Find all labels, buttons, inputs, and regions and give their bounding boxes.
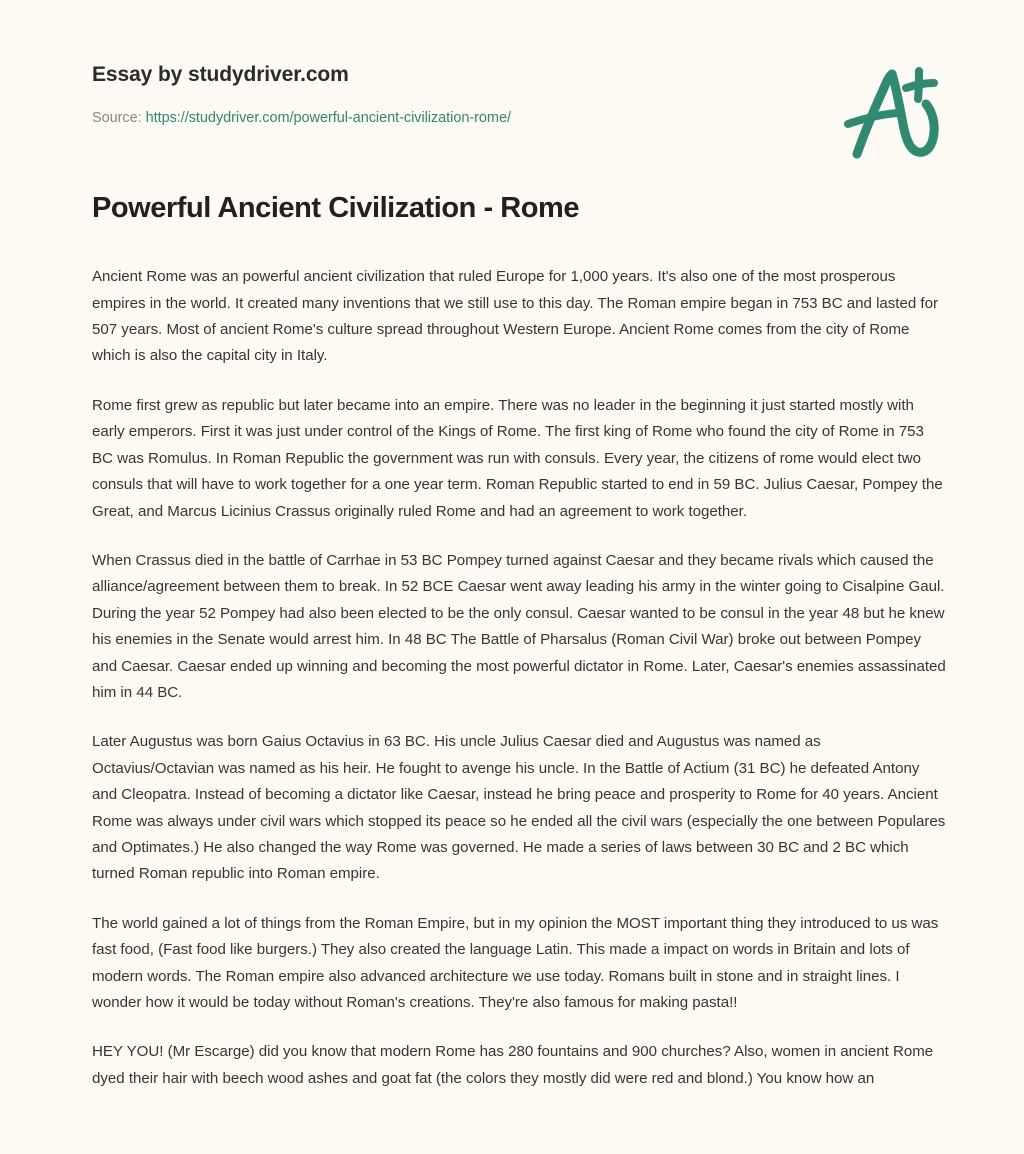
- source-line: [92, 109, 946, 128]
- source-label: Source:: [92, 110, 142, 127]
- page-title: Powerful Ancient Civilization - Rome: [92, 192, 580, 224]
- essay-paragraph: Rome first grew as republic but later became into an empire. There was no leader in the beginning it just started mostly with early emperors. First it was just under control of the Kings of Rome. The first king of Rome who found the city of Rome in 753 BC was Romulus. In Roman Republic the government was run with consuls. Every year, the citizens of rome would elect two consuls that will have to work together for a one year term. Roman Republic started to end in 59 BC. Julius Caesar, Pompey the Great, and Marcus Licinius Crassus originally ruled Rome and had an agreement to work together.: [92, 396, 943, 520]
- document-content: [0, 190, 1024, 1092]
- brand-title: Essay by studydriver.com: [92, 63, 349, 86]
- essay-paragraph: HEY YOU! (Mr Escarge) did you know that modern Rome has 280 fountains and 900 churches? Also, women in ancient Rome dyed their hair with beech wood ashes and goat fat (the colors they mostly did were red and blond.) You know how an: [92, 1043, 934, 1087]
- essay-paragraph: Ancient Rome was an powerful ancient civilization that ruled Europe for 1,000 years. It's also one of the most prosperous empires in the world. It created many inventions that we still use to this day. The Roman empire began in 753 BC and lasted for 507 years. Most of ancient Rome's culture spread throughout Western Europe. Ancient Rome comes from the city of Rome which is also the capital city in Italy.: [92, 268, 938, 365]
- essay-paragraph: Later Augustus was born Gaius Octavius in 63 BC. His uncle Julius Caesar died and Augustus was named as Octavius/Octavian was named as his heir. He fought to avenge his uncle. In the Battle of Actium (31 BC) he defeated Antony and Cleopatra. Instead of becoming a dictator like Caesar, instead he bring peace and prosperity to Rome for 40 years. Ancient Rome was always under civil wars which stopped its peace so he ended all the civil wars (especially the one between Populares and Optimates.) He also changed the way Rome was governed. He made a series of laws between 30 BC and 2 BC which turned Roman republic into Roman empire.: [92, 733, 946, 883]
- source-url-link[interactable]: https://studydriver.com/powerful-ancient-civilization-rome/: [145, 110, 511, 127]
- essay-paragraph: The world gained a lot of things from the Roman Empire, but in my opinion the MOST important thing they introduced to us was fast food, (Fast food like burgers.) They also created the language Latin. This made a impact on words in Britain and lots of modern words. The Roman empire also advanced architecture we use today. Romans built in stone and in straight lines. I wonder how it would be today without Roman's creations. They're also famous for making pasta!!: [92, 914, 939, 1011]
- essay-paragraph: When Crassus died in the battle of Carrhae in 53 BC Pompey turned against Caesar and they became rivals which caused the alliance/agreement between them to break. In 52 BCE Caesar went away leading his army in the winter going to Cisalpine Gaul. During the year 52 Pompey had also been elected to be the only consul. Caesar wanted to be consul in the year 48 but he knew his enemies in the Senate would arrest him. In 48 BC The Battle of Pharsalus (Roman Civil War) broke out between Pompey and Caesar. Caesar ended up winning and becoming the most powerful dictator in Rome. Later, Caesar's enemies assassinated him in 44 BC.: [92, 551, 946, 701]
- document-header: [0, 0, 1024, 190]
- a-plus-logo-icon: [830, 62, 948, 166]
- essay-body: [92, 264, 946, 1092]
